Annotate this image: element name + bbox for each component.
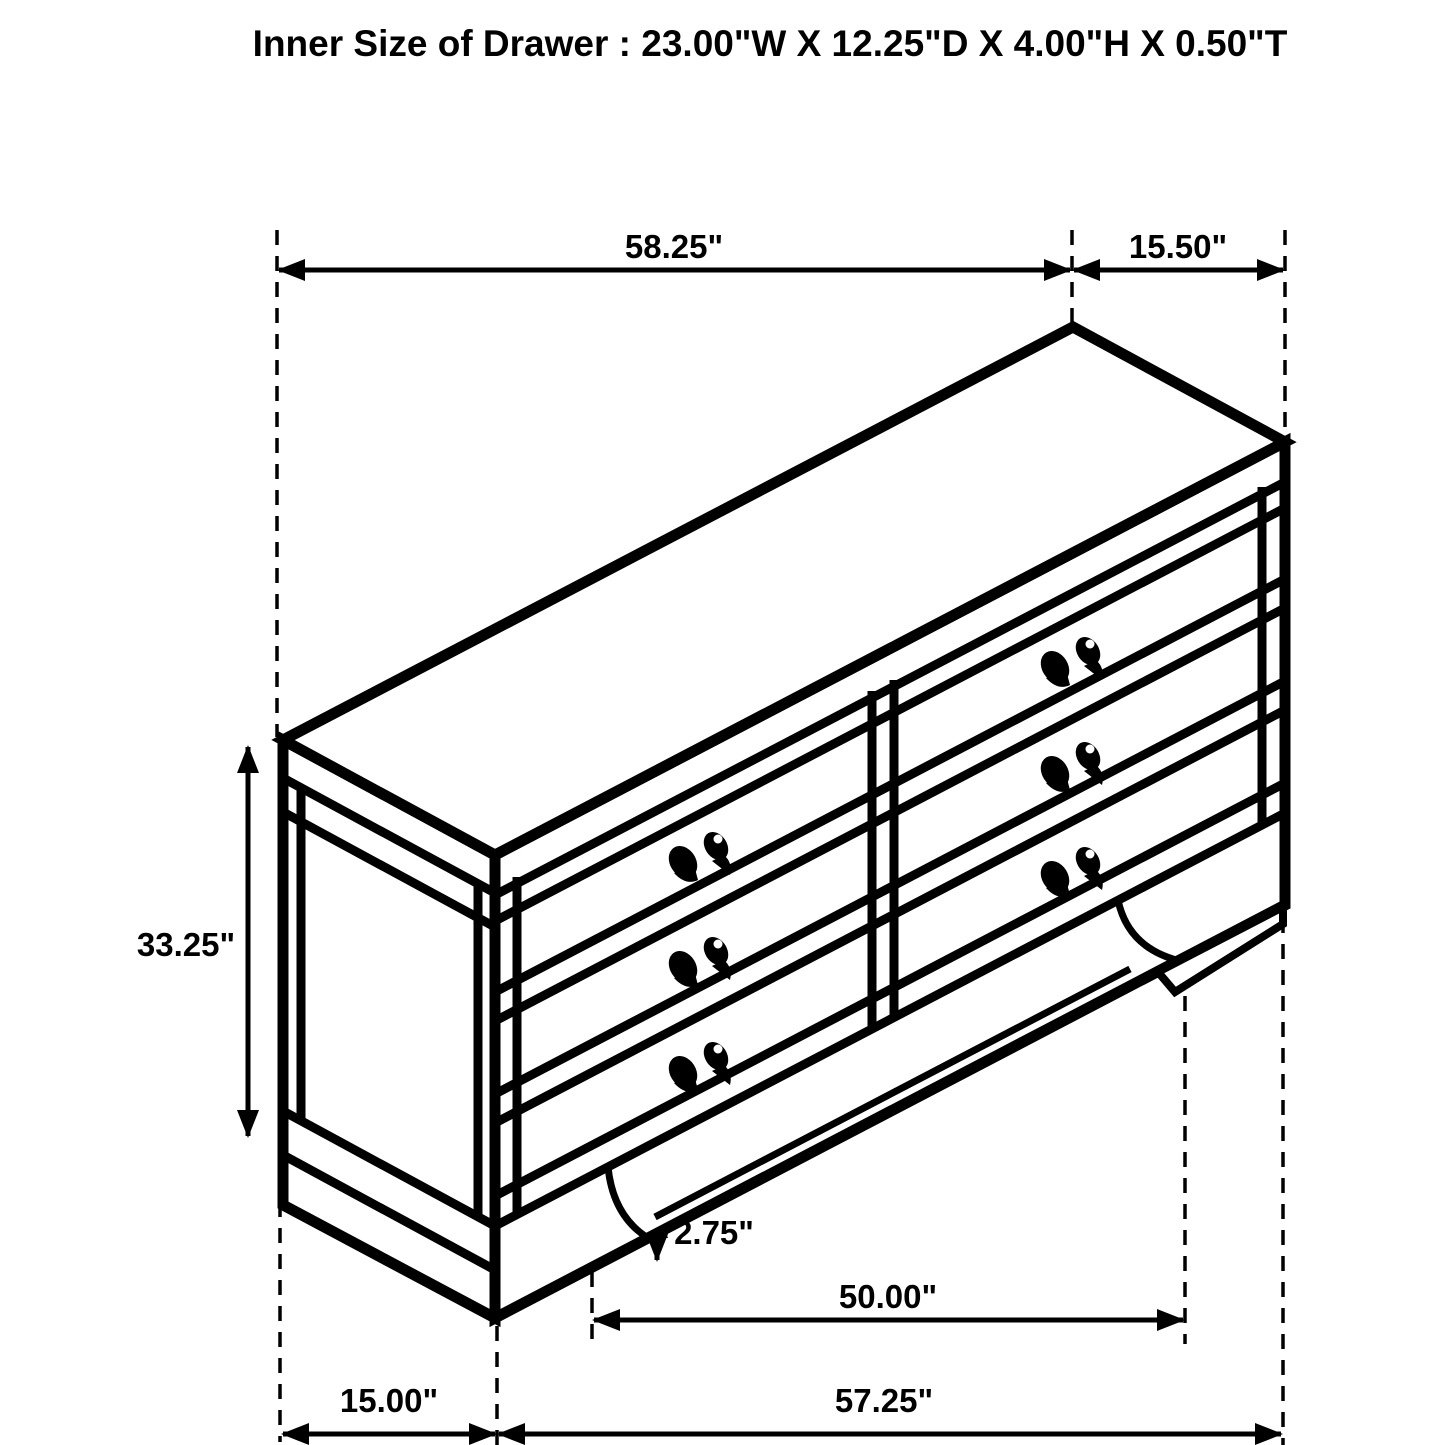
dim-label-foot-height: 2.75": [674, 1214, 754, 1251]
dim-label-top-width: 58.25": [624, 228, 724, 265]
dim-label-base-inner-width: 50.00": [838, 1278, 938, 1315]
dim-label-base-width: 57.25": [834, 1382, 934, 1419]
dim-label-base-depth: 15.00": [339, 1382, 439, 1419]
diagram-title: Inner Size of Drawer : 23.00"W X 12.25"D X 4.00"H X 0.50"T: [252, 23, 1288, 64]
dresser-drawing: [283, 327, 1285, 1318]
dim-label-height: 33.25": [136, 926, 236, 963]
dim-label-top-depth: 15.50": [1128, 228, 1228, 265]
